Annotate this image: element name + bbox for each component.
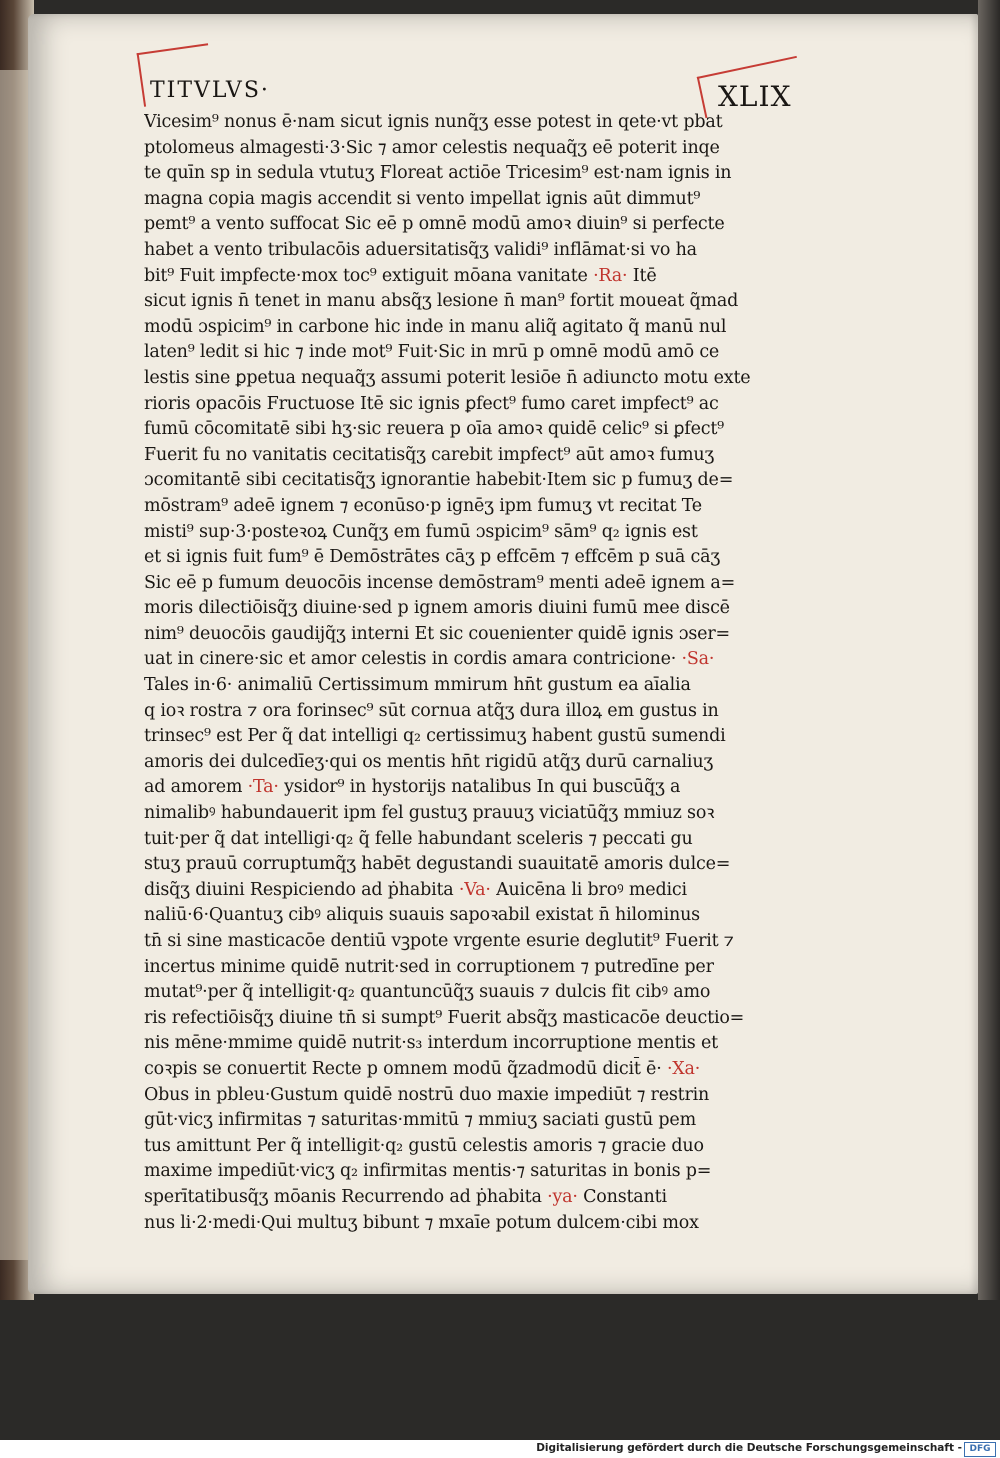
text-line: moris dilectiōisq̃ʒ diuine·sed p ignem amoris diuini fumū mee discē [144,598,730,619]
text-line: naliū·6·Quantuʒ cibꝰ aliquis suauis sapoꝛabil existat n̄ hilominus [144,905,700,926]
text-line: amoris dei dulcedīeʒ·qui os mentis hn̄t rigidū atq̃ʒ durū carnaliuʒ [144,751,714,772]
text-line: Tales in·6· animaliū Certissimum mmirum hn̄t gustum ea aīalia [144,675,691,696]
book-right-edge [978,0,1000,1300]
text-line: nis mēne·mmime quidē nutrit·s₃ interdum incorruptione mentis et [144,1033,718,1054]
text-line: tn̄ si sine masticacōe dentiū vꝫpote vrgente esurie deglutit⁹ Fuerit ⁊ [144,931,734,951]
text-line: pemt⁹ a vento suffocat Sic eē p omnē modū amoꝛ diuin⁹ si perfecte [144,214,725,235]
text-line: habet a vento tribulacōis aduersitatisq̃ʒ validi⁹ inflāmat·si vo ha [144,239,697,260]
text-line: uat in cinere·sic et amor celestis in cordis amara contricione· ·Sa· [144,649,715,670]
text-line: et si ignis fuit fum⁹ ē Demōstrātes cāʒ p effcēm ⁊ effcēm p suā cāʒ [144,547,721,568]
text-line: sperītatibusq̃ʒ mōanis Recurrendo ad ṗhabita ·ya· Constanti [144,1186,667,1207]
text-line: nimalibꝰ habundauerit ipm fel gustuʒ prauuʒ viciatūq̃ʒ mmiuz soꝛ [144,803,715,824]
text-line: mutat⁹·per q̃ intelligit·q₂ quantuncūq̃ʒ suauis ⁊ dulcis fit cibꝰ amo [144,982,711,1003]
folio-number: XLIX [718,80,792,113]
text-line: ad amorem ·Ta· ysidor⁹ in hystorijs natalibus In qui buscūq̃ʒ a [144,777,681,798]
text-line: gūt·vicʒ infirmitas ⁊ saturitas·mmitū ⁊ mmiuʒ saciati gustū pem [144,1110,696,1131]
text-line: misti⁹ sup·3·posteꝛoꝝ Cunq̃ʒ em fumū ɔspicim⁹ sām⁹ q₂ ignis est [144,521,698,542]
footer-sponsor-text: Digitalisierung gefördert durch die Deutsche Forschungsgemeinschaft - [536,1442,962,1454]
text-line: nim⁹ deuocōis gaudijq̃ʒ interni Et sic couenienter quidē ignis ɔser= [144,623,730,644]
text-line: Vicesim⁹ nonus ē·nam sicut ignis nunq̃ʒ esse potest in qete·vt pbat [144,112,723,132]
text-line: laten⁹ ledit si hic ⁊ inde mot⁹ Fuit·Sic in mrū p omnē modū amō ce [144,342,720,363]
running-title: TITVLVS· [150,78,270,103]
text-line: Obus in pbleu·Gustum quidē nostrū duo maxie impediūt ⁊ restrin [144,1084,710,1105]
text-line: lestis sine ꝑpetua nequaq̃ʒ assumi poterit lesiōe n̄ adiuncto motu exte [144,367,751,388]
text-line: fumū cōcomitatē sibi hʒ·sic reuera p oīa amoꝛ quidē celic⁹ si ꝑfect⁹ [144,419,724,440]
text-line: ris refectiōisq̃ʒ diuine tn̄ si sumpt⁹ Fuerit absq̃ʒ masticacōe deuctio= [144,1007,745,1028]
previous-page-sliver [0,70,28,1260]
text-line: incertus minime quidē nutrit·sed in corruptionem ⁊ putredīne per [144,956,714,977]
text-line: stuʒ prauū corruptumq̃ʒ habēt degustandi suauitatē amoris dulce= [144,854,731,875]
text-line: Fuerit fu no vanitatis cecitatisq̃ʒ carebit impfect⁹ aūt amoꝛ fumuʒ [144,444,715,465]
text-line: mōstram⁹ adeē ignem ⁊ econūso·p ignēʒ ipm fumuʒ vt recitat Te [144,495,702,516]
dfg-logo-icon: DFG [964,1442,996,1457]
text-line: coꝛpis se conuertit Recte p omnem modū q̃zadmodū dicit̄ ē· ·Xa· [144,1058,701,1079]
text-line: tus amittunt Per q̃ intelligit·q₂ gustū celestis amoris ⁊ gracie duo [144,1135,704,1156]
text-line: ptolomeus almagesti·3·Sic ⁊ amor celestis nequaq̃ʒ eē poterit inqe [144,137,720,158]
text-line: te quīn sp in sedula vtutuʒ Floreat actiōe Tricesim⁹ est·nam ignis in [144,163,732,184]
text-line: maxime impediūt·vicʒ q₂ infirmitas mentis·⁊ saturitas in bonis p= [144,1161,712,1182]
text-line: nus li·2·medi·Qui multuʒ bibunt ⁊ mxaīe potum dulcem·cibi mox [144,1212,699,1233]
text-line: sicut ignis n̄ tenet in manu absq̃ʒ lesione n̄ man⁹ fortit moueat q̃mad [144,291,739,312]
text-line: trinsec⁹ est Per q̃ dat intelligi q₂ certissimuʒ habent gustū sumendi [144,726,726,747]
text-line: tuit·per q̃ dat intelligi·q₂ q̃ felle habundant sceleris ⁊ peccati gu [144,828,693,849]
text-line: q ioꝛ rostra ⁊ ora forinsec⁹ sūt cornua atq̃ʒ dura illoꝝ em gustus in [144,700,719,721]
background-bottom [0,1300,1000,1440]
text-line: bit⁹ Fuit impfecte·mox toc⁹ extiguit mōana vanitate ·Ra· Itē [144,265,657,286]
text-line: rioris opacōis Fructuose Itē sic ignis ꝑfect⁹ fumo caret impfect⁹ ac [144,393,719,414]
text-line: magna copia magis accendit si vento impellat ignis aūt dimmut⁹ [144,188,701,209]
main-text-block [144,110,796,1236]
text-line: modū ɔspicim⁹ in carbone hic inde in manu aliq̃ agitato q̃ manū nul [144,316,727,337]
text-line: disq̃ʒ diuini Respiciendo ad ṗhabita ·Va· Auicēna li broꝰ medici [144,879,687,900]
text-line: ɔcomitantē sibi cecitatisq̃ʒ ignorantie habebit·Item sic p fumuʒ de= [144,470,734,491]
text-line: Sic eē p fumum deuocōis incense demōstram⁹ menti adeē ignem a= [144,572,736,593]
